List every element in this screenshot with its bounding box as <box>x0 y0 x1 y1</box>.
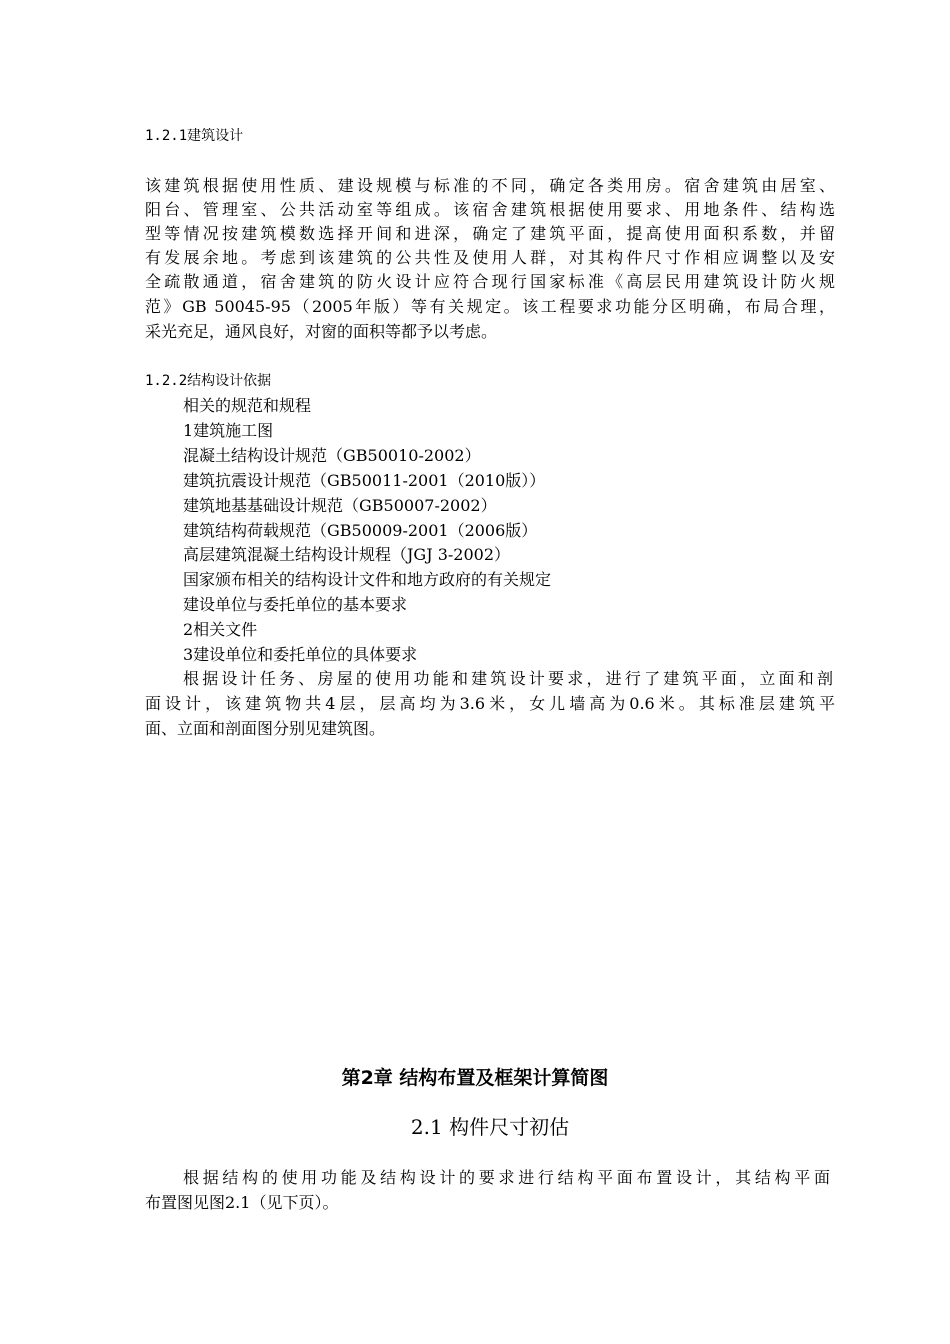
list-item: 3建设单位和委托单位的具体要求 <box>183 645 418 664</box>
paragraph-line: 根据结构的使用功能及结构设计的要求进行结构平面布置设计，其结构平面 <box>183 1168 830 1187</box>
list-item: 相关的规范和规程 <box>183 396 312 415</box>
list-item: 混凝土结构设计规范（GB50010-2002） <box>183 446 481 465</box>
paragraph-line: 采光充足，通风良好，对窗的面积等都予以考虑。 <box>145 322 498 341</box>
section-heading-1-2-1: 1.2.1建筑设计 <box>145 128 244 144</box>
paragraph-line: 根据设计任务、房屋的使用功能和建筑设计要求，进行了建筑平面，立面和剖 <box>183 669 833 688</box>
list-item: 建筑地基基础设计规范（GB50007-2002） <box>183 496 497 515</box>
paragraph-line: 型等情况按建筑模数选择开间和进深，确定了建筑平面，提高使用面积系数，并留 <box>145 224 835 243</box>
paragraph-line: 面设计，该建筑物共4层，层高均为3.6米，女儿墙高为0.6米。其标准层建筑平 <box>145 694 835 713</box>
list-item: 建筑结构荷载规范（GB50009-2001（2006版） <box>183 521 538 540</box>
list-item: 1建筑施工图 <box>183 421 274 440</box>
list-item: 建筑抗震设计规范（GB50011-2001（2010版）） <box>183 471 546 490</box>
chapter-title: 第2章 结构布置及框架计算简图 <box>341 1067 609 1089</box>
paragraph-line: 布置图见图2.1（见下页）。 <box>145 1193 339 1212</box>
section-heading-1-2-2: 1.2.2结构设计依据 <box>145 373 272 389</box>
paragraph-line: 阳台、管理室、公共活动室等组成。该宿舍建筑根据使用要求、用地条件、结构选 <box>145 200 835 219</box>
section-title: 2.1 构件尺寸初估 <box>410 1115 570 1139</box>
list-item: 建设单位与委托单位的基本要求 <box>183 595 408 614</box>
list-item: 2相关文件 <box>183 620 258 639</box>
paragraph-line: 面、立面和剖面图分别见建筑图。 <box>145 719 386 738</box>
paragraph-line: 该建筑根据使用性质、建设规模与标准的不同，确定各类用房。宿舍建筑由居室、 <box>145 176 835 195</box>
paragraph-line: 范》GB 50045-95（2005年版）等有关规定。该工程要求功能分区明确，布局合理， <box>145 297 835 316</box>
paragraph-line: 有发展余地。考虑到该建筑的公共性及使用人群，对其构件尺寸作相应调整以及安 <box>145 248 835 267</box>
list-item: 国家颁布相关的结构设计文件和地方政府的有关规定 <box>183 570 552 589</box>
list-item: 高层建筑混凝土结构设计规程（JGJ 3-2002） <box>183 545 511 564</box>
paragraph-line: 全疏散通道，宿舍建筑的防火设计应符合现行国家标准《高层民用建筑设计防火规 <box>145 272 835 291</box>
